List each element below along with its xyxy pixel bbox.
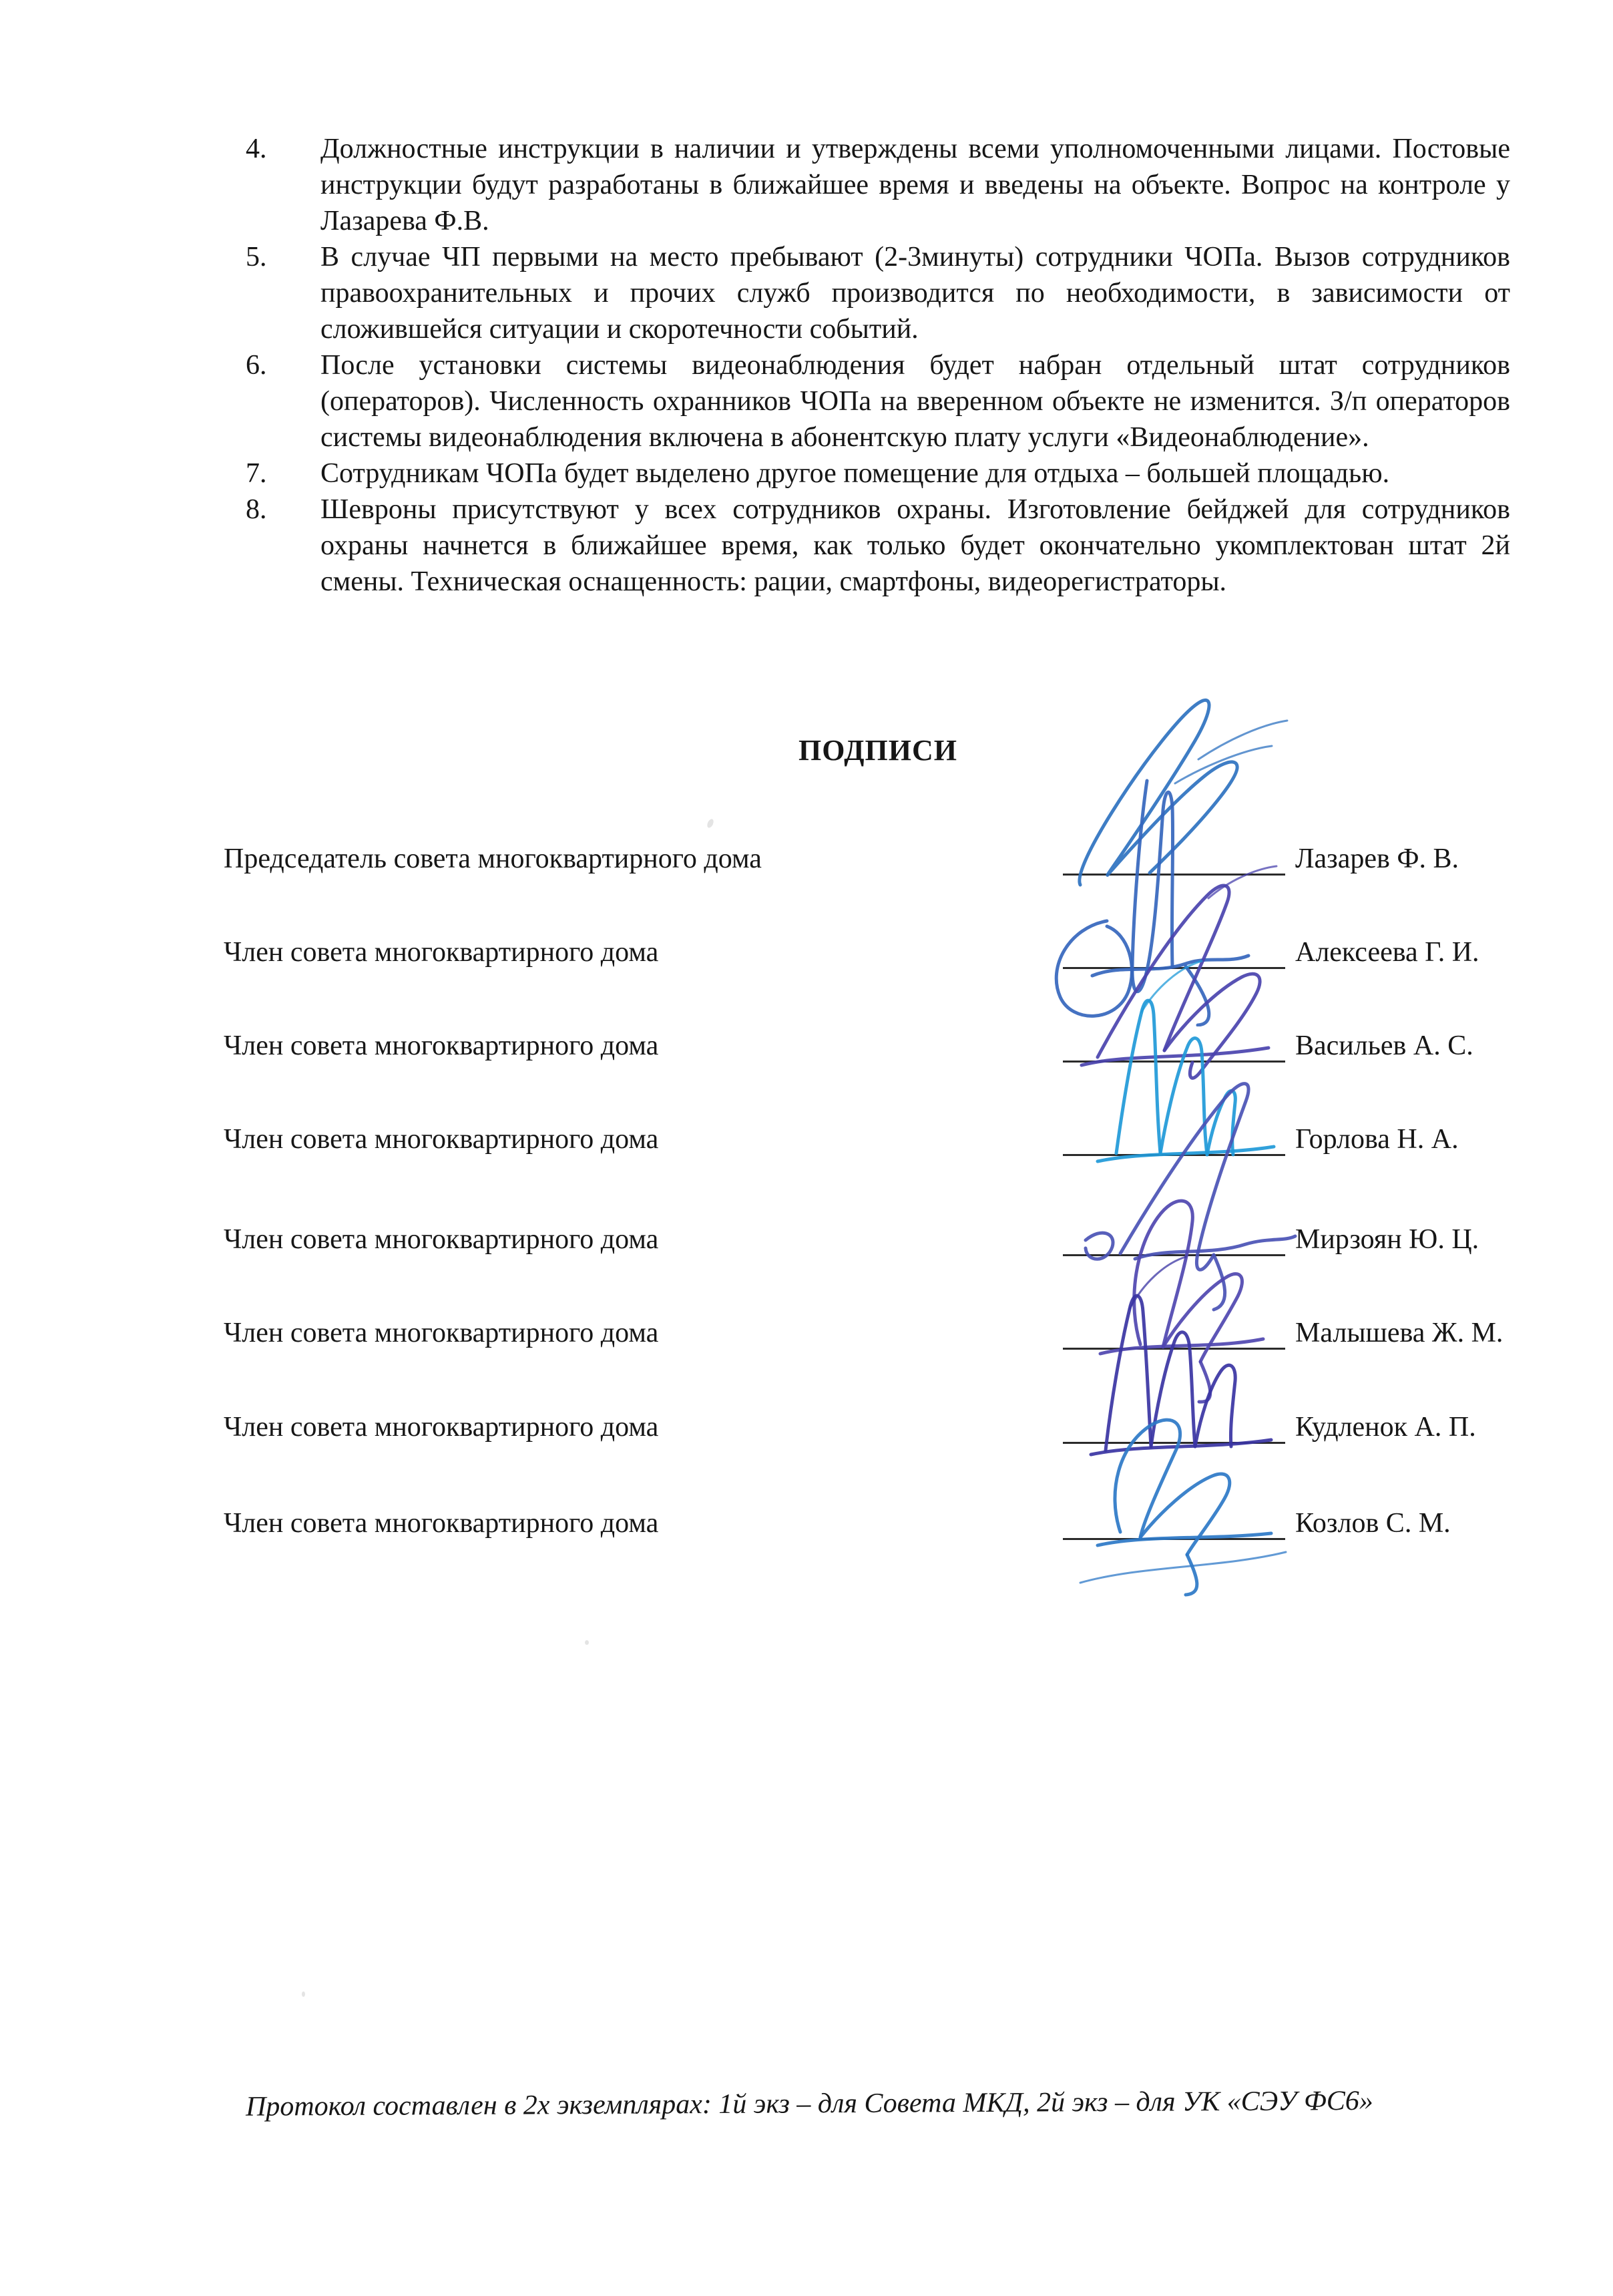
scan-speck bbox=[585, 1640, 589, 1645]
list-item bbox=[246, 455, 1510, 492]
item-number: 7. bbox=[246, 458, 267, 489]
list-item bbox=[246, 239, 1510, 347]
signature-name: Мирзоян Ю. Ц. bbox=[1295, 1224, 1479, 1255]
signatures-heading: ПОДПИСИ bbox=[798, 734, 957, 767]
item-number: 8. bbox=[246, 494, 267, 525]
signature-role-label: Член совета многоквартирного дома bbox=[224, 1412, 659, 1443]
list-item bbox=[246, 347, 1510, 455]
signature-row bbox=[0, 1317, 1613, 1364]
signature-row bbox=[0, 936, 1613, 983]
signature-role-label: Член совета многоквартирного дома bbox=[224, 1318, 659, 1348]
signature-role-label: Член совета многоквартирного дома bbox=[224, 937, 659, 968]
signature-name: Алексеева Г. И. bbox=[1295, 937, 1479, 968]
signature-row bbox=[0, 1411, 1613, 1458]
signature-name: Лазарев Ф. В. bbox=[1295, 843, 1459, 874]
item-text: Должностные инструкции в наличии и утверждены всеми уполномоченными лицами. Постовые инструкции будут разработаны в ближайшее время и введены на объекте. Вопрос на контроле у Лазарева Ф.В. bbox=[320, 134, 1510, 236]
scan-speck bbox=[706, 818, 714, 829]
signature-name: Горлова Н. А. bbox=[1295, 1124, 1459, 1155]
signature-row bbox=[0, 1030, 1613, 1077]
list-item bbox=[246, 131, 1510, 239]
signature-row bbox=[0, 1223, 1613, 1270]
signature-row bbox=[0, 1507, 1613, 1554]
item-text: После установки системы видеонаблюдения будет набран отдельный штат сотрудников (операторов). Численность охранников ЧОПа на вверенном объекте не изменится. З/п операторов системы видеонаблюдения включена в абонентскую плату услуги «Видеонаблюдение». bbox=[320, 350, 1510, 453]
signature-line bbox=[1063, 1061, 1285, 1063]
signature-line bbox=[1063, 967, 1285, 969]
signature-line bbox=[1063, 874, 1285, 876]
signature-line bbox=[1063, 1442, 1285, 1444]
signature-row bbox=[0, 1123, 1613, 1170]
signature-name: Васильев А. С. bbox=[1295, 1030, 1473, 1061]
signature-line bbox=[1063, 1154, 1285, 1156]
signature-role-label: Член совета многоквартирного дома bbox=[224, 1508, 659, 1539]
list-item bbox=[246, 492, 1510, 600]
signature-row bbox=[0, 843, 1613, 890]
signature-line bbox=[1063, 1254, 1285, 1256]
signature-role-label: Член совета многоквартирного дома bbox=[224, 1030, 659, 1061]
signature-role-label: Председатель совета многоквартирного дома bbox=[224, 843, 762, 874]
scan-speck bbox=[302, 1991, 305, 1997]
signature-name: Малышева Ж. М. bbox=[1295, 1318, 1504, 1348]
footer-note: Протокол составлен в 2х экземплярах: 1й экз – для Совета МКД, 2й экз – для УК «СЭУ ФС6» bbox=[245, 2085, 1373, 2122]
signature-scribble bbox=[1042, 652, 1322, 933]
signature-name: Козлов С. М. bbox=[1295, 1508, 1451, 1539]
item-text: Сотрудникам ЧОПа будет выделено другое помещение для отдыха – большей площадью. bbox=[320, 458, 1390, 489]
item-text: Шевроны присутствуют у всех сотрудников охраны. Изготовление бейджей для сотрудников охраны начнется в ближайшее время, как только будет окончательно укомплектован штат 2й смены. Техническая оснащенность: рации, смартфоны, видеорегистраторы. bbox=[320, 494, 1510, 597]
signature-role-label: Член совета многоквартирного дома bbox=[224, 1124, 659, 1155]
signature-line bbox=[1063, 1348, 1285, 1350]
item-number: 5. bbox=[246, 242, 267, 272]
item-number: 4. bbox=[246, 134, 267, 164]
item-number: 6. bbox=[246, 350, 267, 381]
signature-role-label: Член совета многоквартирного дома bbox=[224, 1224, 659, 1255]
signature-name: Кудленок А. П. bbox=[1295, 1412, 1476, 1443]
signature-line bbox=[1063, 1538, 1285, 1540]
ordered-list bbox=[246, 131, 1510, 600]
item-text: В случае ЧП первыми на место пребывают (2-3минуты) сотрудники ЧОПа. Вызов сотрудников правоохранительных и прочих служб производится по необходимости, в зависимости от сложившейся ситуации и скоротечности событий. bbox=[320, 242, 1510, 345]
